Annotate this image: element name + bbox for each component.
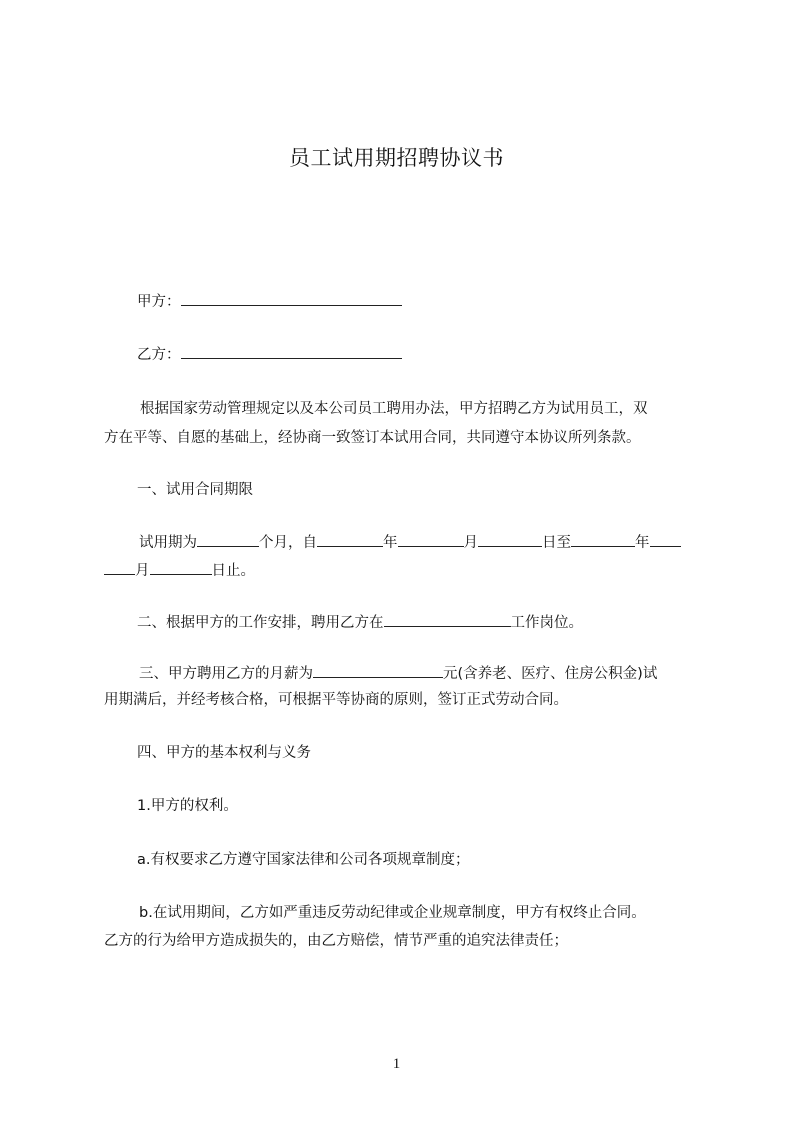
section-3-line-2: 用期满后，并经考核合格，可根据平等协商的原则，签订正式劳动合同。 [104, 692, 568, 708]
months-blank[interactable] [197, 532, 259, 547]
section-4-heading: 四、甲方的基本权利与义务 [137, 745, 311, 761]
start-year-blank[interactable] [317, 532, 383, 547]
section-2-line [137, 612, 583, 633]
section-2-suffix: 工作岗位。 [510, 615, 583, 631]
end-month-blank-part1[interactable] [650, 532, 681, 547]
end-month-label: 月 [135, 563, 150, 579]
period-prefix: 试用期为 [139, 535, 197, 551]
start-year-label: 年 [383, 535, 398, 551]
end-year-blank[interactable] [571, 532, 635, 547]
end-day-label: 日止。 [211, 563, 255, 579]
party-b-blank[interactable] [181, 344, 402, 359]
start-day-blank[interactable] [478, 532, 542, 547]
section-3-line-1 [139, 663, 657, 684]
start-month-blank[interactable] [398, 532, 464, 547]
rights-heading: 1.甲方的权利。 [137, 798, 238, 814]
end-day-blank[interactable] [150, 560, 212, 575]
end-month-blank-part2[interactable] [104, 560, 135, 575]
salary-blank[interactable] [313, 663, 443, 678]
right-item-a: a.有权要求乙方遵守国家法律和公司各项规章制度； [137, 852, 470, 868]
section-2-prefix: 二、根据甲方的工作安排，聘用乙方在 [137, 615, 384, 631]
trial-period-line-1 [139, 532, 681, 553]
page-number: 1 [392, 1056, 401, 1072]
intro-line-1: 根据国家劳动管理规定以及本公司员工聘用办法，甲方招聘乙方为试用员工，双 [140, 401, 648, 417]
party-b-label: 乙方： [137, 347, 181, 363]
position-blank[interactable] [384, 612, 511, 627]
document-title: 员工试用期招聘协议书 [289, 146, 504, 170]
trial-period-line-2 [104, 560, 255, 581]
period-months-text: 个月，自 [259, 535, 317, 551]
party-b-line [137, 344, 402, 365]
start-day-label: 日至 [542, 535, 571, 551]
party-a-line [137, 291, 402, 312]
section-1-heading: 一、试用合同期限 [137, 482, 253, 498]
start-month-label: 月 [463, 535, 478, 551]
party-a-blank[interactable] [181, 291, 402, 306]
right-item-b-line-1: b.在试用期间，乙方如严重违反劳动纪律或企业规章制度，甲方有权终止合同。 [139, 905, 646, 921]
end-year-label: 年 [635, 535, 650, 551]
section-3-suffix: 元(含养老、医疗、住房公积金)试 [443, 666, 658, 682]
right-item-b-line-2: 乙方的行为给甲方造成损失的，由乙方赔偿，情节严重的追究法律责任； [104, 933, 568, 949]
section-3-prefix: 三、甲方聘用乙方的月薪为 [139, 666, 313, 682]
party-a-label: 甲方： [137, 294, 181, 310]
intro-line-2: 方在平等、自愿的基础上，经协商一致签订本试用合同，共同遵守本协议所列条款。 [104, 430, 641, 446]
